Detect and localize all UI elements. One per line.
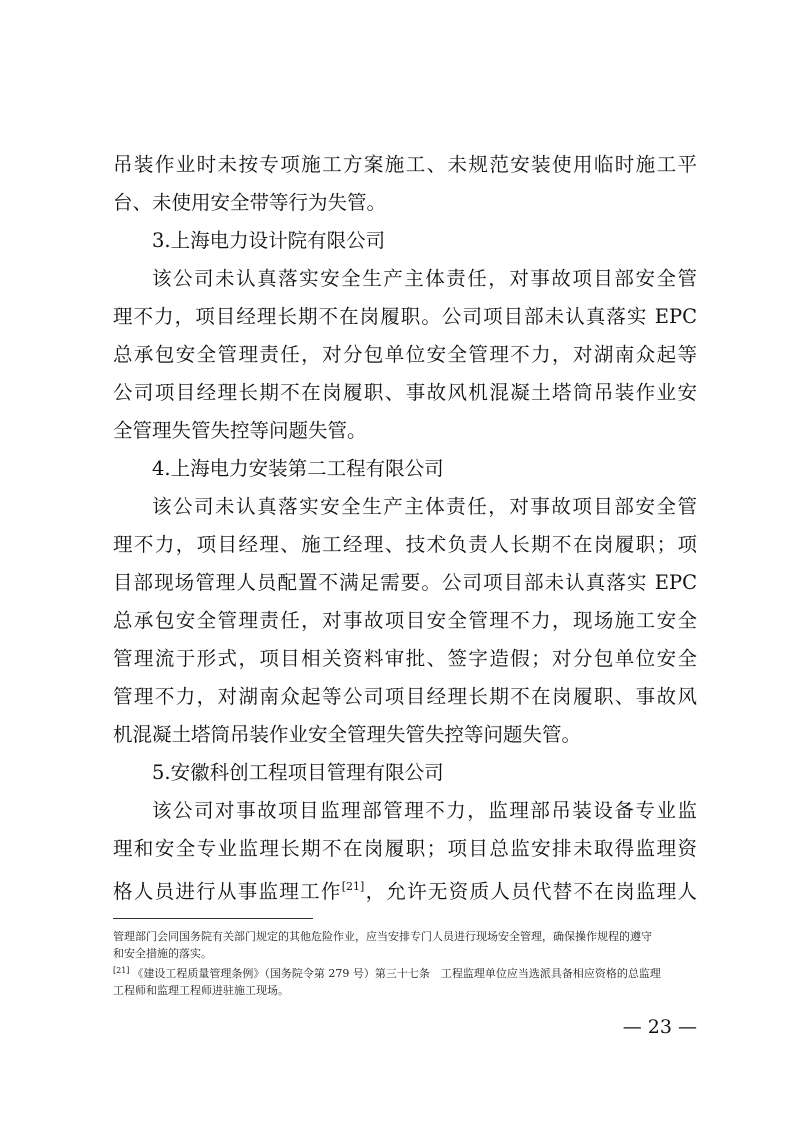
- footnote-text: 《建设工程质量管理条例》（国务院令第 279 号）第三十七条 工程监理单位应当选派具备相应资格的总监理: [132, 967, 661, 980]
- paragraph-line: 理不力，项目经理、施工经理、技术负责人长期不在岗履职；项: [113, 533, 697, 556]
- paragraph-line: 机混凝土塔筒吊装作业安全管理失管失控等问题失管。: [113, 723, 582, 746]
- paragraph-line: 理和安全专业监理长期不在岗履职；项目总监安排未取得监理资: [113, 837, 697, 860]
- paragraph-line: 管理不力，对湖南众起等公司项目经理长期不在岗履职、事故风: [113, 685, 697, 708]
- paragraph-line: 吊装作业时未按专项施工方案施工、未规范安装使用临时施工平: [113, 153, 697, 176]
- section-heading: 4.上海电力安装第二工程有限公司: [152, 457, 444, 480]
- paragraph-line: 台、未使用安全带等行为失管。: [113, 191, 387, 214]
- paragraph-line: 理不力，项目经理长期不在岗履职。公司项目部未认真落实 EPC: [113, 305, 697, 328]
- footnote-number: [21]: [113, 966, 130, 975]
- paragraph-line: 总承包安全管理责任，对事故项目安全管理不力，现场施工安全: [113, 609, 697, 632]
- footnote-line: 和安全措施的落实。: [113, 947, 212, 960]
- section-heading: 3.上海电力设计院有限公司: [152, 229, 386, 252]
- paragraph-text: ，允许无资质人员代替不在岗监理人: [364, 880, 697, 903]
- paragraph-line: 该公司对事故项目监理部管理不力，监理部吊装设备专业监: [152, 799, 697, 822]
- footnote-line: [113, 962, 697, 982]
- paragraph-line: 目部现场管理人员配置不满足需要。公司项目部未认真落实 EPC: [113, 571, 697, 594]
- section-heading: 5.安徽科创工程项目管理有限公司: [152, 761, 444, 784]
- paragraph-line: 全管理失管失控等问题失管。: [113, 419, 367, 442]
- paragraph-line: [113, 868, 697, 911]
- footnote-line: 工程师和监理工程师进驻施工现场。: [113, 984, 289, 997]
- body-text: [113, 146, 697, 911]
- footnote-reference[interactable]: [21]: [341, 880, 365, 893]
- paragraph-line: 总承包安全管理责任，对分包单位安全管理不力，对湖南众起等: [113, 343, 697, 366]
- paragraph-line: 管理流于形式，项目相关资料审批、签字造假；对分包单位安全: [113, 647, 697, 670]
- paragraph-text: 格人员进行从事监理工作: [113, 880, 342, 903]
- paragraph-line: 该公司未认真落实安全生产主体责任，对事故项目部安全管: [152, 495, 697, 518]
- paragraph-line: 公司项目经理长期不在岗履职、事故风机混凝土塔筒吊装作业安: [113, 381, 697, 404]
- paragraph-line: 该公司未认真落实安全生产主体责任，对事故项目部安全管: [152, 267, 697, 290]
- footnotes: [113, 928, 697, 999]
- footnote-divider: [113, 918, 313, 919]
- footnote-line: 管理部门会同国务院有关部门规定的其他危险作业，应当安排专门人员进行现场安全管理，确保操作规程的遵守: [113, 930, 652, 943]
- page-number: — 23 —: [622, 1016, 697, 1038]
